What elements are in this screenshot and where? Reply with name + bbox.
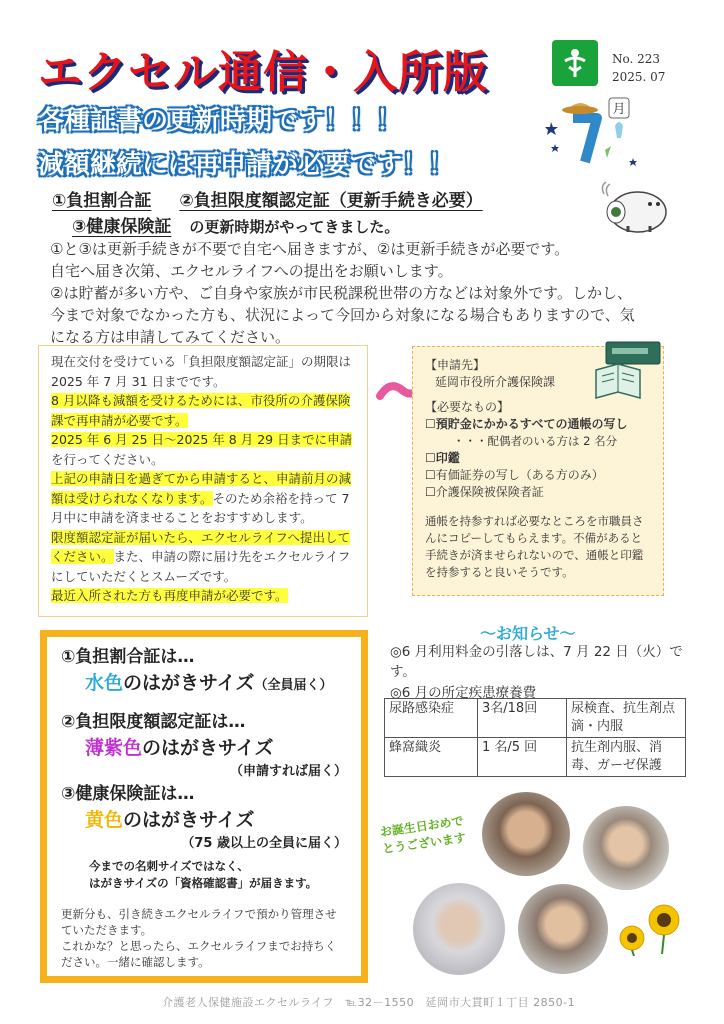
resident-photo-1 [482,792,570,876]
card-1-note: （全員届く） [254,678,333,693]
renewal-notice-box [38,345,368,617]
july-month-label: 月 [612,102,626,117]
card-footer-2: これかな？と思ったら、エクセルライフまでお持ちください。一緒に確認します。 [61,939,337,969]
issue-info [612,50,665,86]
card-1-desc [61,669,347,700]
resident-photo-2 [583,806,669,890]
card-2-title: ②負担限度額認定証は… [61,712,246,732]
card-3-desc-1: 今までの名刺サイズではなく、 [89,859,249,873]
logo-mark-icon [561,47,589,79]
cert-1-label: ①負担割合証 [52,191,152,211]
open-passbook-icon [592,360,644,402]
intro-text [50,238,640,348]
card-1-color: 水色 [85,672,124,694]
card-3-note: （75 歳以上の全員に届く） [181,836,347,851]
apply-item-insurance-card: ☐介護保険被保険者証 [425,485,544,499]
footer-address: 介護老人保健施設エクセルライフ ℡32－1550 延岡市大貫町１丁目 2850-1 [162,996,576,1009]
table-cell: 1 名/5 回 [478,738,567,777]
logo [552,40,598,86]
apply-item-securities: ☐有価証券の写し（ある方のみ） [425,468,604,482]
card-3-desc-2: はがきサイズの「資格確認書」が届きます。 [89,876,318,890]
birthday-message: お誕生日おめでとうございます [379,813,467,857]
card-1-size: のはがきサイズ [123,672,255,694]
card-2-note: （申請すれば届く） [229,764,347,779]
table-cell: 抗生剤内服、消毒、ガーゼ保護 [567,738,686,777]
notice-deadline-tail: を行ってください。 [51,451,164,467]
card-3-title: ③健康保険証は… [61,784,195,804]
resident-photo-4 [518,884,608,974]
notice-highlight-1: 8 月以降も減額を受けるためには、市役所の介護保険課で再申請が必要です。 [51,393,351,428]
card-footer-1: 更新分も、引き続きエクセルライフで預かり管理させていただきます。 [61,907,337,937]
cert-suffix: の更新時期がやってきました。 [189,218,400,236]
news-item-fee: ◎6 月の所定疾患療養費 [390,685,537,701]
table-cell: 尿検査、抗生剤点滴・内服 [567,699,686,738]
newsletter-title: エクセル通信・入所版 [38,47,488,98]
cert-line-1 [52,186,505,211]
intro-paragraph-2: 自宅へ届き次第、エクセルライフへの提出をお願いします。 [50,262,453,280]
notice-highlight-2: 上記の申請日を過ぎてから申請すると、申請前月の減額は受けられなくなります。 [51,471,352,506]
table-row [385,738,686,777]
certificate-colors-box [40,630,368,983]
sunflower-icon [618,900,684,956]
intro-paragraph-3: ②は貯蓄が多い方や、ご自身や家族が市民税課税世帯の方などは対象外です。しかし、今まで対象でなかった方も、状況によって今回から対象になる場合もありますので、気になる方は申請してみてください。 [50,284,635,346]
card-2-desc [61,734,347,762]
table-cell: 蜂窩織炎 [385,738,478,777]
notice-deadline: 2025 年 6 月 25 日～2025 年 8 月 29 日までに申請 [51,432,353,447]
notice-highlight-4: 最近入所された方も再度申請が必要です。 [51,588,288,603]
mosquito-coil-pig-icon [598,180,670,236]
news-title: ～お知らせ～ [480,624,576,643]
issue-number: No. 223 [612,52,661,66]
card-3-size: のはがきサイズ [123,809,255,831]
headline-1: 各種証書の更新時期です！！！ [38,106,403,136]
news-item-payment: ◎6 月利用料金の引落しは、7 月 22 日（火）です。 [390,644,683,680]
card-2-color: 薄紫色 [85,737,143,759]
notice-highlight-3: 限度額認定証が届いたら、エクセルライフへ提出してください。 [51,529,351,564]
apply-destination: 延岡市役所介護保険課 [435,375,556,389]
headline-2: 減額継続には再申請が必要です！！ [38,150,455,180]
card-2-size: のはがきサイズ [142,737,274,759]
july-illustration-icon [545,88,645,184]
apply-item-seal: ☐印鑑 [425,451,460,465]
card-1-title: ①負担割合証は… [61,647,195,667]
resident-photo-3 [413,883,505,975]
notice-recommend: そのため余裕を持って 7 月中に申請を済ませることをおすすめします。 [51,490,350,525]
apply-note: 通帳を持参すれば必要なところを市職員さんにコピーしてもらえます。不備があると手続きが済ませられないので、通帳と印鑑を持参すると良いそうです。 [425,514,644,579]
cert-3-label: ③健康保険証 [72,217,172,237]
apply-item-passbook-note: ・・・配偶者のいる方は 2 名分 [453,434,618,448]
apply-needs-label: 【必要なもの】 [425,400,510,414]
cert-2-label: ②負担限度額認定証（更新手続き必要） [179,191,483,211]
table-cell: 3名/18回 [478,699,567,738]
notice-paragraph-1: 現在交付を受けている「負担限度額認定証」の期限は 2025 年 7 月 31 日までです。 [51,354,352,389]
card-3-desc [61,806,347,834]
table-row [385,699,686,738]
intro-paragraph-1: ①と③は更新手続きが不要で自宅へ届きますが、②は更新手続きが必要です。 [50,240,570,258]
apply-item-passbook: ☐預貯金にかかるすべての通帳の写し [425,417,628,431]
cert-line-2 [72,212,399,237]
notice-submit: また、申請の際に届け先をエクセルライフにしていただくとスムーズです。 [51,549,351,584]
issue-date: 2025. 07 [612,70,666,84]
table-cell: 尿路感染症 [385,699,478,738]
apply-destination-label: 【申請先】 [425,358,486,372]
treatment-table [384,698,686,777]
card-3-color: 黄色 [85,809,124,831]
